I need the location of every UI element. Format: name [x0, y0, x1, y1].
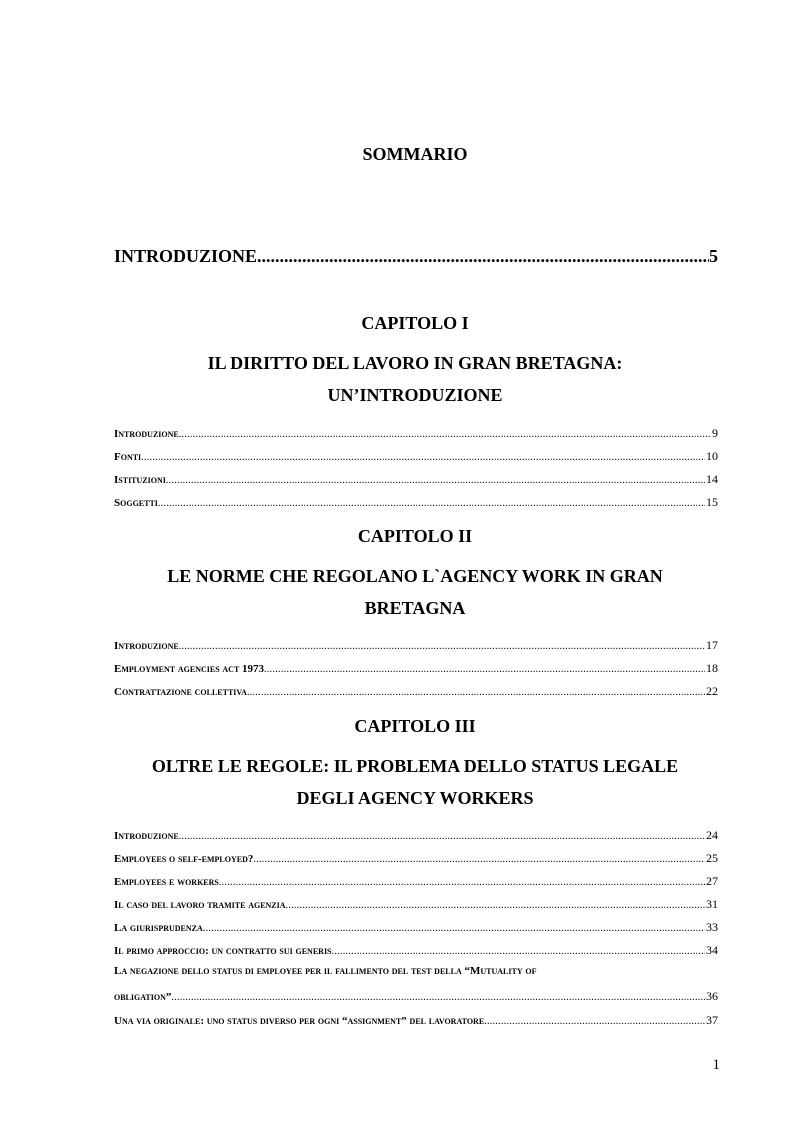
- toc-entry[interactable]: [114, 426, 718, 441]
- toc-entry-page: 34: [706, 943, 718, 957]
- toc-entry-label: Employment agencies act 1973: [114, 663, 265, 675]
- chapter-1-title-line-2: UN’INTRODUZIONE: [327, 385, 503, 405]
- toc-entry-label: Il caso del lavoro tramite agenzia: [114, 899, 286, 911]
- toc-entry-page: 18: [706, 661, 718, 675]
- toc-entry-label: Una via originale: uno status diverso per ogni “assignment” del lavoratore: [114, 1015, 485, 1027]
- chapter-2-title-line-2: BRETAGNA: [364, 598, 466, 618]
- toc-entry[interactable]: [114, 472, 718, 487]
- toc-entry[interactable]: [114, 874, 718, 889]
- toc-entry[interactable]: [114, 897, 718, 912]
- toc-entry-label: Employees o self-employed?: [114, 853, 254, 865]
- toc-entry-label: Istituzioni: [114, 474, 166, 486]
- toc-entry-page: 9: [712, 426, 718, 440]
- toc-dot-leader: [247, 687, 705, 698]
- toc-entry-page: 22: [706, 684, 718, 698]
- toc-entry-page: 5: [709, 246, 718, 266]
- toc-entry[interactable]: [114, 1013, 718, 1028]
- toc-dot-leader: [257, 246, 709, 267]
- toc-dot-leader: [264, 664, 705, 675]
- toc-entry-page: 15: [706, 495, 718, 509]
- toc-dot-leader: [171, 992, 705, 1003]
- toc-entry-page: 27: [706, 874, 718, 888]
- toc-entry-label: Introduzione: [114, 640, 179, 652]
- chapter-2-number: CAPITOLO II: [357, 526, 473, 546]
- toc-entry-label: Introduzione: [114, 830, 179, 842]
- toc-entry[interactable]: [114, 851, 718, 866]
- toc-entry[interactable]: [114, 920, 718, 935]
- chapter-1-number: CAPITOLO I: [361, 313, 469, 333]
- page-number: 1: [712, 1057, 720, 1073]
- toc-entry-introduzione[interactable]: [114, 246, 718, 267]
- toc-entry[interactable]: [114, 828, 718, 843]
- toc-entry-label: La giurisprudenza: [114, 922, 203, 934]
- toc-entry-label: Il primo approccio: un contratto sui generis: [114, 945, 332, 957]
- toc-entry-page: 25: [706, 851, 718, 865]
- toc-entry-label: Fonti: [114, 451, 142, 463]
- toc-entry-label: INTRODUZIONE: [114, 246, 258, 266]
- toc-entry-page: 37: [706, 1013, 718, 1027]
- toc-dot-leader: [219, 877, 705, 888]
- toc-dot-leader: [179, 641, 705, 652]
- toc-dot-leader: [158, 498, 705, 509]
- toc-entry[interactable]: [114, 638, 718, 653]
- toc-dot-leader: [141, 452, 705, 463]
- toc-entry-page: 31: [706, 897, 718, 911]
- toc-entry-label: Contrattazione collettiva: [114, 686, 247, 698]
- toc-entry-label: obligation”: [114, 991, 172, 1003]
- toc-entry[interactable]: [114, 989, 718, 1004]
- toc-entry[interactable]: [114, 449, 718, 464]
- chapter-3-number: CAPITOLO III: [354, 716, 476, 736]
- toc-entry[interactable]: [114, 684, 718, 699]
- toc-entry[interactable]: [114, 495, 718, 510]
- toc-entry[interactable]: [114, 661, 718, 676]
- toc-dot-leader: [203, 923, 705, 934]
- toc-entry-page: 36: [706, 989, 718, 1003]
- toc-entry-page: 33: [706, 920, 718, 934]
- toc-entry-label: Introduzione: [114, 428, 179, 440]
- toc-dot-leader: [166, 475, 705, 486]
- toc-entry-page: 14: [706, 472, 718, 486]
- chapter-1-title-line-1: IL DIRITTO DEL LAVORO IN GRAN BRETAGNA:: [207, 353, 623, 373]
- chapter-3-title-line-1: OLTRE LE REGOLE: IL PROBLEMA DELLO STATUS LEGALE: [151, 756, 679, 776]
- toc-entry[interactable]: [114, 943, 718, 958]
- toc-dot-leader: [179, 429, 711, 440]
- toc-dot-leader: [484, 1016, 705, 1027]
- toc-entry-label-line-1[interactable]: La negazione dello status di employee per il fallimento del test della “Mutuality of: [114, 965, 537, 977]
- toc-dot-leader: [286, 900, 705, 911]
- toc-entry-page: 24: [706, 828, 718, 842]
- chapter-3-title-line-2: DEGLI AGENCY WORKERS: [296, 788, 534, 808]
- page-title: SOMMARIO: [362, 144, 468, 164]
- toc-dot-leader: [179, 831, 705, 842]
- toc-entry-label: Soggetti: [114, 497, 158, 509]
- toc-entry-label: Employees e workers: [114, 876, 219, 888]
- toc-dot-leader: [253, 854, 705, 865]
- chapter-2-title-line-1: LE NORME CHE REGOLANO L`AGENCY WORK IN GRAN: [167, 566, 663, 586]
- toc-entry-page: 17: [706, 638, 718, 652]
- toc-dot-leader: [332, 946, 705, 957]
- toc-entry-page: 10: [706, 449, 718, 463]
